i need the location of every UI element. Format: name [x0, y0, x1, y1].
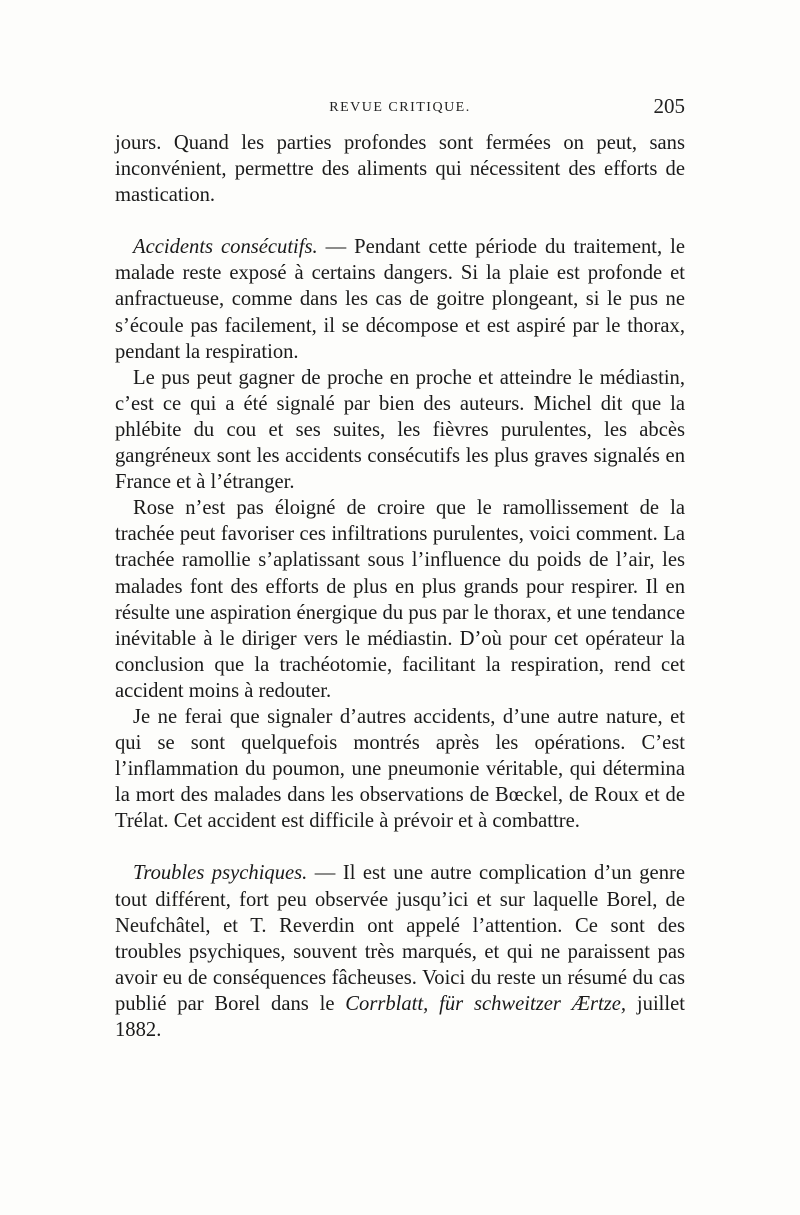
paragraph-accidents [115, 234, 685, 364]
section-gap [115, 834, 685, 860]
paragraph-rose: Rose n’est pas éloigné de croire que le ramollissement de la trachée peut favoriser ces infiltrations purulentes, voici comment. La trachée ramollie s’aplatissant sous l’influence du poids de l’air, les malades font des efforts de plus en plus grands pour respirer. Il en résulte une aspiration énergique du pus par le thorax, et une tendance inévitable à le diriger vers le médiastin. D’où pour cet opérateur la conclusion que la trachéotomie, facilitant la respiration, rend cet accident moins à redouter. [115, 497, 685, 702]
journal-title: Corrblatt, für schweitzer Ærtze, [345, 992, 627, 1015]
page-number: 205 [653, 94, 685, 118]
paragraph-troubles-date: juillet 1882. [115, 992, 685, 1041]
running-header [115, 96, 685, 124]
section-heading-accidents: Accidents consécutifs. [133, 236, 318, 259]
running-title: REVUE CRITIQUE. [329, 100, 471, 115]
paragraph-troubles [115, 860, 685, 1043]
paragraph-accidents-text: — Pendant cette période du traitement, le malade reste exposé à certains dangers. Si la plaie est profonde et anfractueuse, comme dans les cas de goitre plongeant, si le pus ne s’écoule pas facilement, il se décompose et est aspiré par le thorax, pendant la respiration. [115, 236, 685, 363]
section-heading-troubles: Troubles psychiques. [133, 862, 308, 885]
section-gap [115, 208, 685, 234]
paragraph-pus: Le pus peut gagner de proche en proche et atteindre le médiastin, c’est ce qui a été signalé par bien des auteurs. Michel dit que la phlébite du cou et ses suites, les fièvres purulentes, les abcès gangréneux sont les accidents consécutifs les plus graves signalés en France et à l’étranger. [115, 366, 685, 494]
paragraph-continuation: jours. Quand les parties profondes sont fermées on peut, sans inconvénient, permettre des aliments qui nécessitent des efforts de mastication. [115, 132, 685, 207]
body-text [115, 130, 685, 1043]
paragraph-troubles-text: — Il est une autre complication d’un genre tout différent, fort peu observée jusqu’ici et sur laquelle Borel, de Neufchâtel, et T. Reverdin ont appelé l’attention. Ce sont des troubles psychiques, souvent très marqués, et qui ne paraissent pas avoir eu de conséquences fâcheuses. Voici du reste un résumé du cas publié par Borel dans le [115, 862, 685, 1015]
paragraph-autres-accidents: Je ne ferai que signaler d’autres accidents, d’une autre nature, et qui se sont quelquefois montrés après les opérations. C’est l’inflammation du poumon, une pneumonie véritable, qui détermina la mort des malades dans les observations de Bœckel, de Roux et de Trélat. Cet accident est difficile à prévoir et à combattre. [115, 705, 685, 833]
